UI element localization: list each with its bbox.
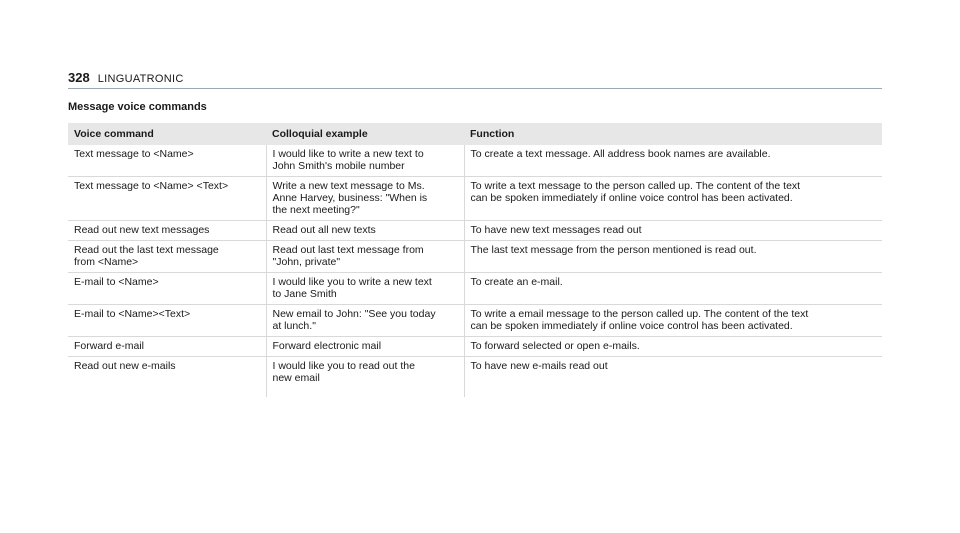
header-divider (68, 88, 882, 89)
cell-function: To create an e-mail. (464, 273, 882, 305)
cell-voice-command: Read out the last text message from <Name> (68, 241, 266, 273)
cell-voice-command: E-mail to <Name> (68, 273, 266, 305)
cell-colloquial-example: I would like to write a new text to John Smith's mobile number (266, 145, 464, 177)
table-row (68, 145, 882, 177)
table-row (68, 221, 882, 241)
cell-colloquial-example: I would like you to write a new text to Jane Smith (266, 273, 464, 305)
cell-function: To create a text message. All address book names are available. (464, 145, 882, 177)
cell-function: To write a text message to the person called up. The content of the text can be spoken immediately if online voice control has been activated. (464, 177, 882, 221)
table-row (68, 337, 882, 357)
cell-voice-command: Text message to <Name> (68, 145, 266, 177)
table-row (68, 357, 882, 398)
cell-function: To have new e-mails read out (464, 357, 882, 398)
section-title: Message voice commands (68, 101, 207, 113)
cell-voice-command: Forward e-mail (68, 337, 266, 357)
cell-function: To write a email message to the person called up. The content of the text can be spoken immediately if online voice control has been activated. (464, 305, 882, 337)
cell-function: To forward selected or open e-mails. (464, 337, 882, 357)
chapter-title: LINGUATRONIC (97, 73, 184, 85)
column-header-function: Function (464, 123, 882, 145)
cell-colloquial-example: Read out last text message from "John, private" (266, 241, 464, 273)
voice-commands-table (68, 123, 882, 397)
cell-voice-command: Text message to <Name> <Text> (68, 177, 266, 221)
table-row (68, 241, 882, 273)
cell-colloquial-example: Write a new text message to Ms. Anne Harvey, business: "When is the next meeting?" (266, 177, 464, 221)
cell-colloquial-example: I would like you to read out the new email (266, 357, 464, 398)
column-header-colloquial-example: Colloquial example (266, 123, 464, 145)
cell-voice-command: Read out new text messages (68, 221, 266, 241)
page-number: 328 (68, 70, 90, 85)
cell-colloquial-example: Forward electronic mail (266, 337, 464, 357)
cell-function: To have new text messages read out (464, 221, 882, 241)
table-header-row (68, 123, 882, 145)
cell-voice-command: E-mail to <Name><Text> (68, 305, 266, 337)
table-row (68, 177, 882, 221)
column-header-voice-command: Voice command (68, 123, 266, 145)
cell-colloquial-example: Read out all new texts (266, 221, 464, 241)
table-row (68, 305, 882, 337)
cell-function: The last text message from the person mentioned is read out. (464, 241, 882, 273)
page-header (68, 70, 882, 85)
cell-voice-command: Read out new e-mails (74, 360, 176, 372)
cell-colloquial-example: New email to John: "See you today at lunch." (266, 305, 464, 337)
table-row (68, 273, 882, 305)
